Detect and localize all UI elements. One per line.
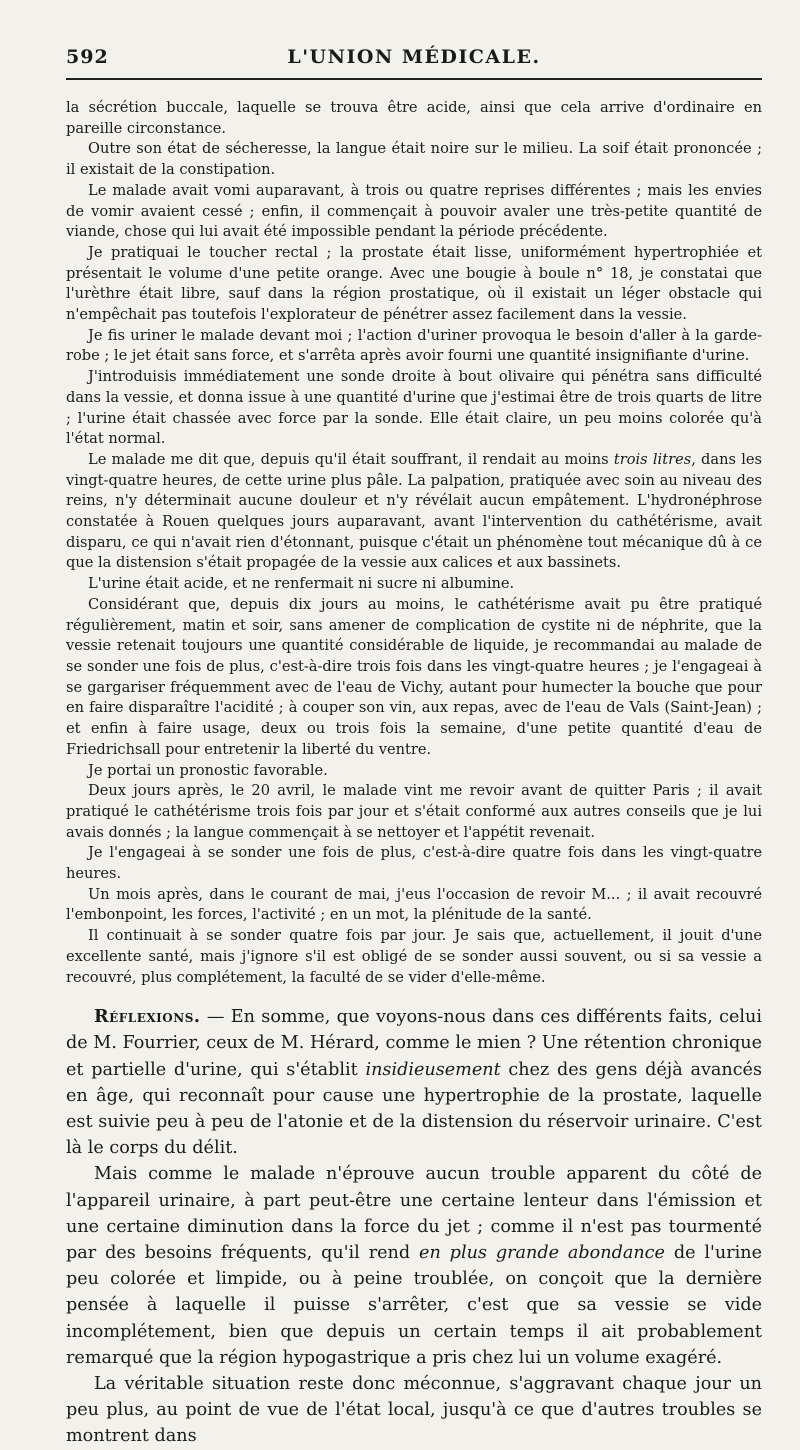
paragraph: Je l'engageai à se sonder une fois de plus, c'est-à-dire quatre fois dans les vingt-quatre heures. — [66, 844, 762, 883]
section-heading: Réflexions. — [94, 1006, 201, 1028]
paragraph: Outre son état de sécheresse, la langue était noire sur le milieu. La soif était prononcée ; il existait de la constipation. — [66, 140, 762, 179]
paragraph: Un mois après, dans le courant de mai, j'eus l'occasion de revoir M... ; il avait recouvré l'embonpoint, les forces, l'activité ; en un mot, la plénitude de la santé. — [66, 885, 762, 924]
text-run: , dans les vingt-quatre heures, de cette urine plus pâle. La palpation, pratiquée avec soin au niveau des reins, n'y déterminait aucune douleur et n'y révélait aucun empâtement. L'hydronéphrose constatée à Rouen quelques jours auparavant, avant l'intervention du cathétérisme, avait disparu, ce qui n'avait rien d'étonnant, puisque c'était un phénomène tout mécanique dû à ce que la distension s'était propagée de la vessie aux calices et aux bassinets. — [66, 450, 762, 572]
paragraph: Il continuait à se sonder quatre fois par jour. Je sais que, actuellement, il jouit d'une excellente santé, mais j'ignore s'il est obligé de se sonder aussi souvent, ou si sa vessie a recouvré, plus complétement, la faculté de se vider d'elle-même. — [66, 927, 762, 986]
text-run: Le malade me dit que, depuis qu'il était souffrant, il rendait au moins — [88, 450, 614, 468]
paragraph: Je pratiquai le toucher rectal ; la prostate était lisse, uniformément hypertrophiée et présentait le volume d'une petite orange. Avec une bougie à boule n° 18, je constatai que l'urèthre était libre, sauf dans la région prostatique, où il existait un léger obstacle qui n'empêchait pas toutefois l'explorateur de pénétrer assez facilement dans la vessie. — [66, 243, 762, 324]
paragraph: la sécrétion buccale, laquelle se trouva être acide, ainsi que cela arrive d'ordinaire en pareille circonstance. — [66, 99, 762, 137]
text-run: — En somme, que voyons-nous dans ces différents faits, celui de M. Fourrier, ceux de M. Hérard, comme le mien ? Une rétention chronique et partielle d'urine, qui s'établit — [66, 1007, 762, 1080]
page-header — [66, 0, 762, 76]
paragraph: Considérant que, depuis dix jours au moins, le cathétérisme avait pu être pratiqué régulièrement, matin et soir, sans amener de complication de cystite ni de néphrite, que la vessie retenait toujours une quantité considérable de liquide, je recommandai au malade de se sonder une fois de plus, c'est-à-dire trois fois dans les vingt-quatre heures ; je l'engageai à se gargariser fréquemment avec de l'eau de Vichy, autant pour humecter la bouche que pour en faire disparaître l'acidité ; à couper son vin, aux repas, avec de l'eau de Vals (Saint-Jean) ; et enfin à faire usage, deux ou trois fois la semaine, d'une petite quantité d'eau de Friedrichsall pour entretenir la liberté du ventre. — [66, 595, 762, 758]
reflexions-section — [66, 1004, 762, 1449]
italic-text: insidieusement — [365, 1059, 501, 1080]
running-title: L'UNION MÉDICALE. — [287, 46, 541, 68]
paragraph — [66, 450, 762, 574]
italic-text: en plus grande abondance — [419, 1243, 665, 1264]
paragraph — [66, 1161, 762, 1371]
text-run: de l'urine peu colorée et limpide, ou à peine troublée, on conçoit que la dernière pensée à laquelle il puisse s'arrêter, c'est que sa vessie se vide incomplétement, bien que depuis un certain temps il ait probablement remarqué que la région hypogastrique a pris chez lui un volume exagéré. — [66, 1243, 762, 1368]
paragraph: La véritable situation reste donc méconnue, s'aggravant chaque jour un peu plus, au point de vue de l'état local, jusqu'à ce que d'autres troubles se montrent dans — [66, 1374, 762, 1447]
text-run: Mais comme le malade n'éprouve aucun trouble apparent du côté de l'appareil urinaire, à part peut-être une certaine lenteur dans l'émission et une certaine diminution dans la force du jet ; comme il n'est pas tourmenté par des besoins fréquents, qu'il rend — [66, 1164, 762, 1264]
paragraph: Le malade avait vomi auparavant, à trois ou quatre reprises différentes ; mais les envies de vomir avaient cessé ; enfin, il commençait à pouvoir avaler une très-petite quantité de viande, chose qui lui avait été impossible pendant la période précédente. — [66, 181, 762, 241]
paragraph: Je fis uriner le malade devant moi ; l'action d'uriner provoqua le besoin d'aller à la garde-robe ; le jet était sans force, et s'arrêta après avoir fourni une quantité insignifiante d'urine. — [66, 326, 762, 365]
paragraph: Je portai un pronostic favorable. — [88, 761, 328, 779]
case-report-section — [66, 98, 762, 988]
paragraph: L'urine était acide, et ne renfermait ni sucre ni albumine. — [88, 575, 515, 593]
paragraph: Deux jours après, le 20 avril, le malade vint me revoir avant de quitter Paris ; il avait pratiqué le cathétérisme trois fois par jour et s'était conformé aux autres conseils que je lui avais donnés ; la langue commençait à se nettoyer et l'appétit revenait. — [66, 782, 762, 841]
page-number: 592 — [66, 46, 109, 68]
text-run: chez des gens déjà avancés en âge, qui reconnaît pour cause une hypertrophie de la prostate, laquelle est suivie peu à peu de l'atonie et de la distension du réservoir urinaire. C'est là le corps du délit. — [66, 1059, 762, 1159]
italic-text: trois litres — [613, 450, 692, 468]
paragraph: J'introduisis immédiatement une sonde droite à bout olivaire qui pénétra sans difficulté dans la vessie, et donna issue à une quantité d'urine que j'estimai être de trois quarts de litre ; l'urine était chassée avec force par la sonde. Elle était claire, un peu moins colorée qu'à l'état normal. — [66, 368, 762, 448]
paragraph — [66, 1004, 762, 1161]
header-rule — [66, 78, 762, 80]
